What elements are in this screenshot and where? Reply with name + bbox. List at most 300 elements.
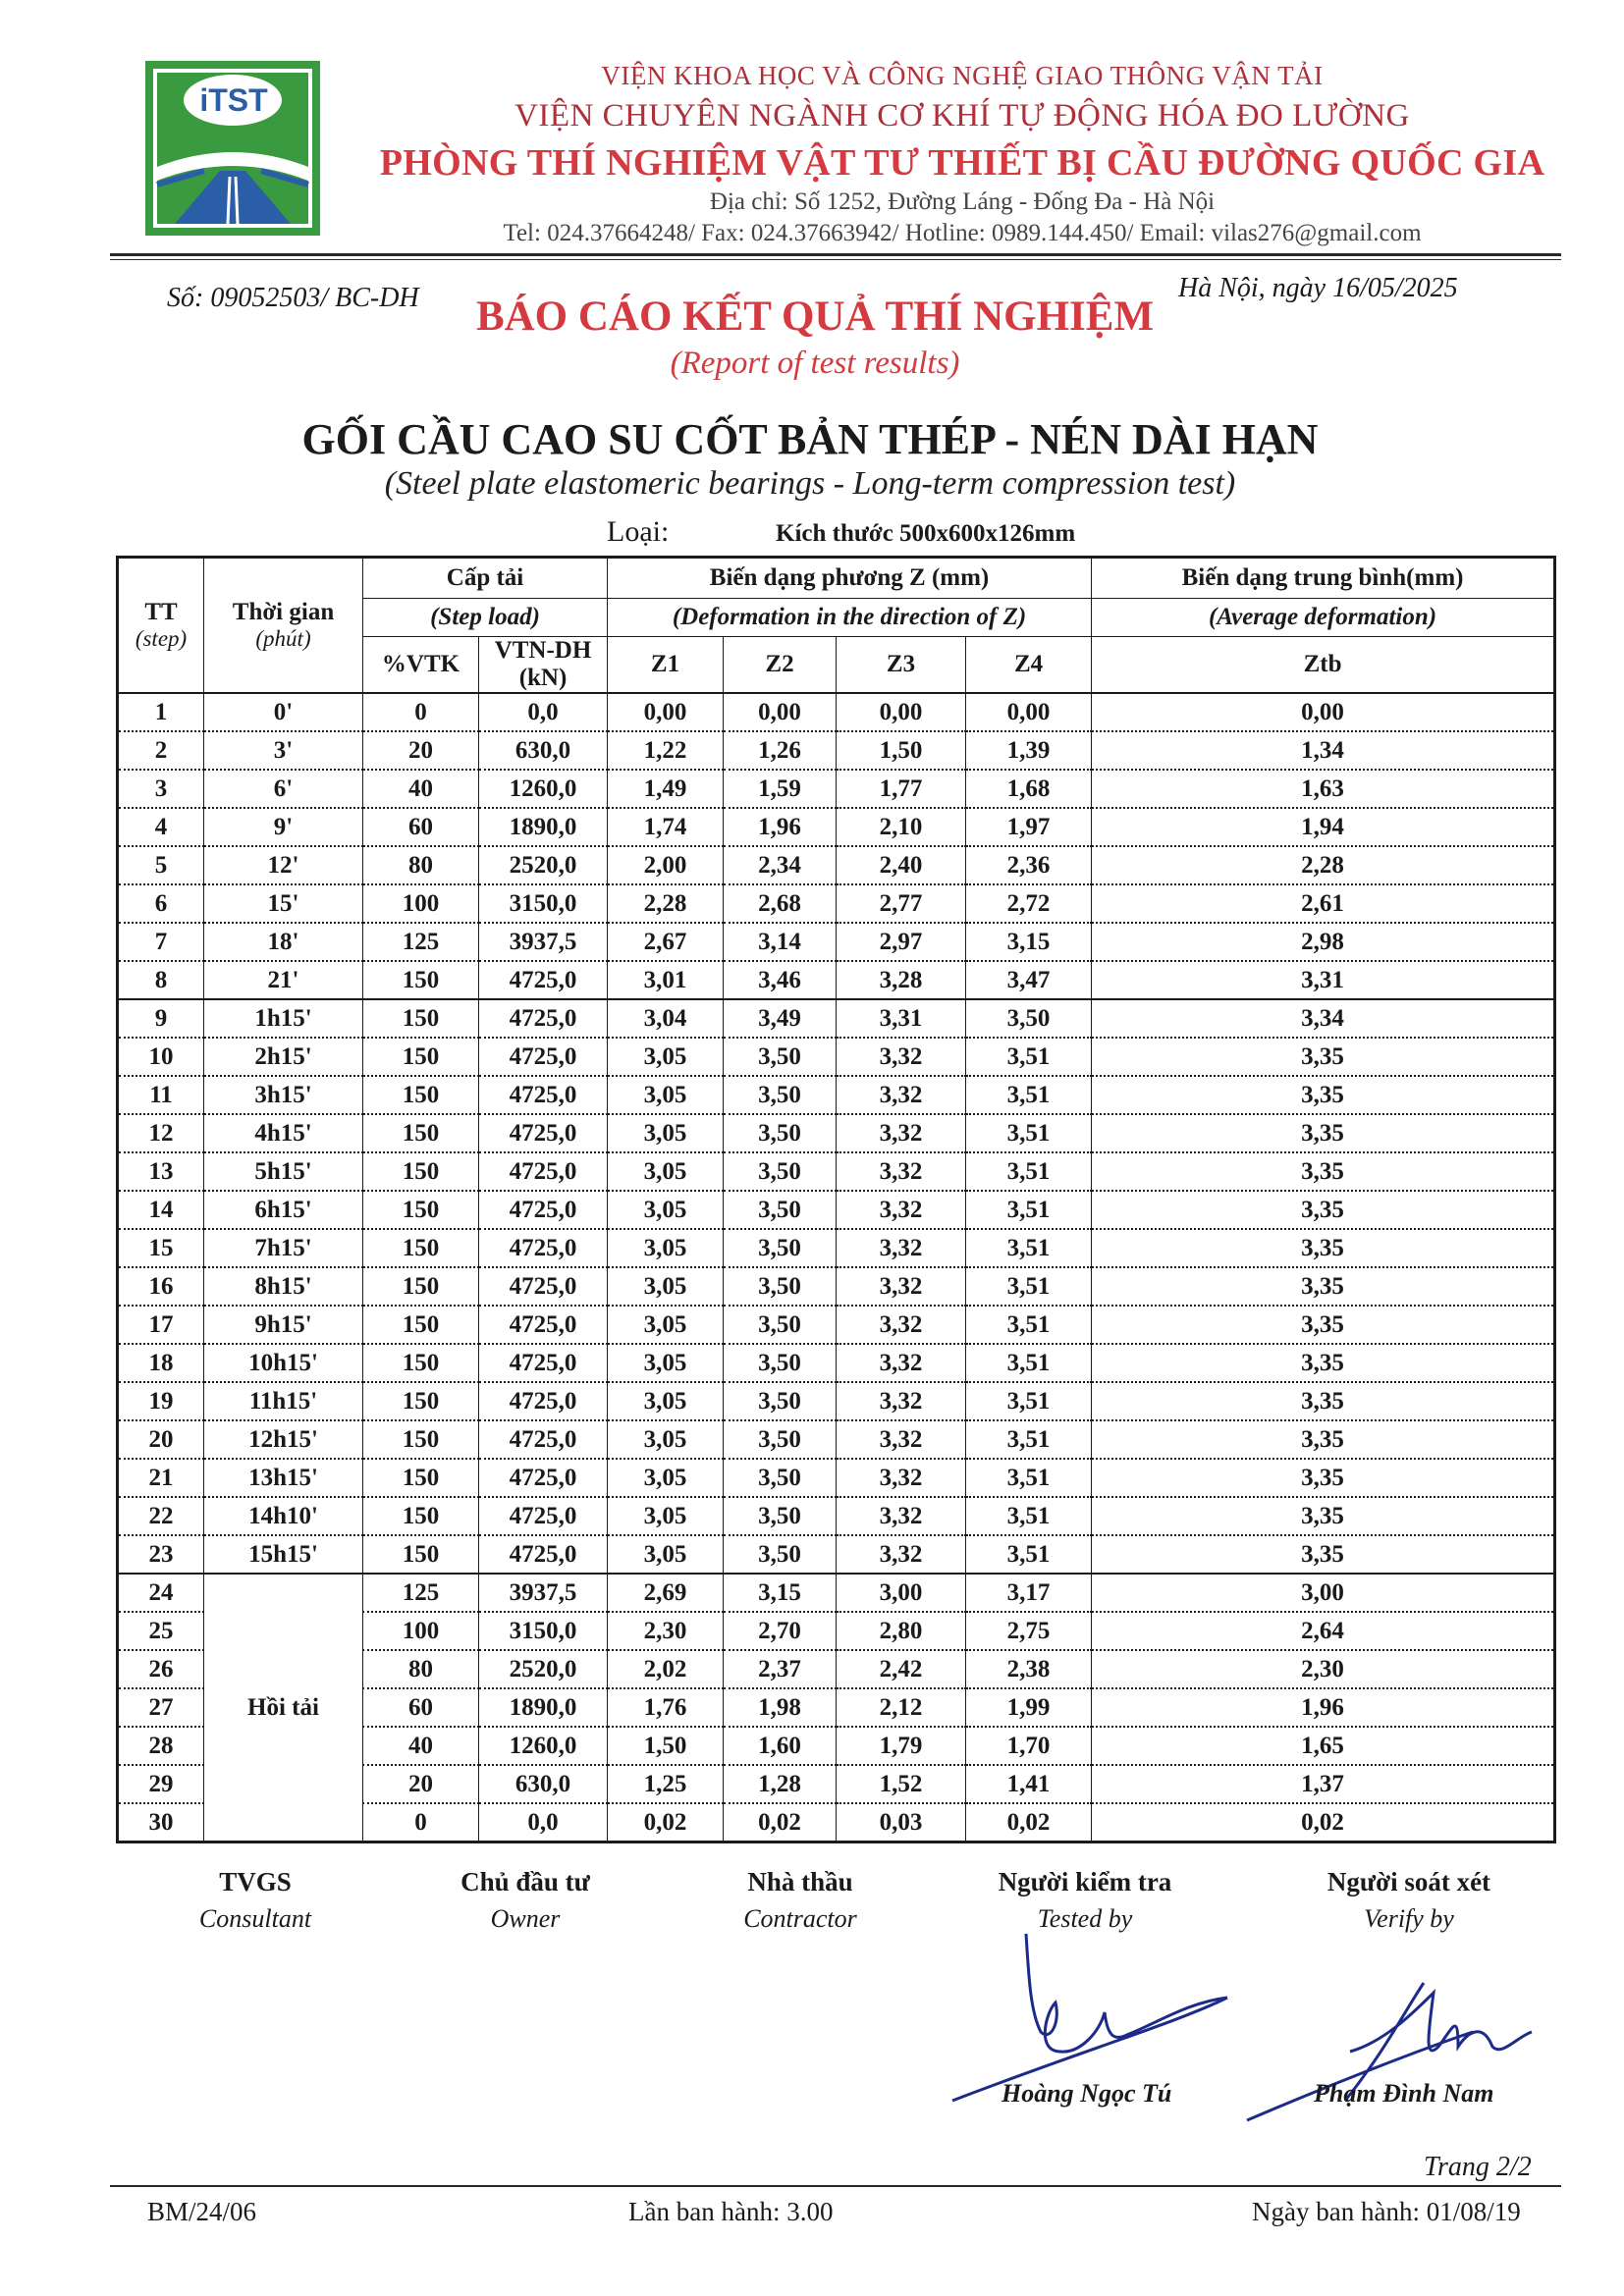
table-cell: 12h15' [204,1420,363,1459]
table-row [118,1267,1555,1306]
table-cell: 4725,0 [479,1191,608,1229]
table-cell: 3,32 [837,1114,966,1152]
table-cell: 6 [118,884,204,923]
table-cell: 9h15' [204,1306,363,1344]
table-cell: 80 [363,846,479,884]
table-cell: 3,35 [1092,1114,1555,1152]
table-cell: 2,97 [837,923,966,961]
table-cell: 2,02 [608,1650,724,1688]
table-cell: 4725,0 [479,1306,608,1344]
table-cell: 60 [363,808,479,846]
table-cell: 2,38 [966,1650,1092,1688]
type-label: Loại: [607,515,670,548]
table-row [118,1382,1555,1420]
table-row [118,961,1555,999]
table-row [118,1152,1555,1191]
table-cell: 3,05 [608,1535,724,1574]
table-cell: 3,47 [966,961,1092,999]
table-cell: 15 [118,1229,204,1267]
table-cell: 3,32 [837,1229,966,1267]
table-cell: 1890,0 [479,1688,608,1727]
table-cell: 3,05 [608,1114,724,1152]
table-cell: 1,74 [608,808,724,846]
table-cell: 3,14 [724,923,837,961]
table-cell: 0,0 [479,693,608,731]
table-cell: 40 [363,1727,479,1765]
table-cell: 2,42 [837,1650,966,1688]
header-line-3: PHÒNG THÍ NGHIỆM VẬT TƯ THIẾT BỊ CẦU ĐƯỜNG QUỐC GIA [379,142,1545,184]
table-cell: 3,49 [724,999,837,1038]
table-cell: 3,32 [837,1382,966,1420]
table-cell: 2,72 [966,884,1092,923]
table-cell: 3,05 [608,1076,724,1114]
table-cell: 3,35 [1092,1535,1555,1574]
verifier-signature [1237,1953,1551,2140]
table-cell: 3,50 [724,1114,837,1152]
table-cell: 3,51 [966,1459,1092,1497]
table-cell: 2,28 [1092,846,1555,884]
table-cell: 150 [363,1306,479,1344]
footer-form: BM/24/06 [147,2197,257,2226]
table-cell: 0,02 [1092,1803,1555,1842]
table-row [118,1038,1555,1076]
sig-owner-en: Owner [490,1904,561,1933]
table-cell: 0 [363,1803,479,1842]
table-cell: 9' [204,808,363,846]
table-cell: 2,28 [608,884,724,923]
table-cell: 3937,5 [479,923,608,961]
tester-name: Hoàng Ngọc Tú [1001,2079,1172,2108]
table-row [118,1574,1555,1612]
table-cell: 8h15' [204,1267,363,1306]
table-cell: 1,52 [837,1765,966,1803]
table-cell: 2,30 [1092,1650,1555,1688]
header-deformation: Biến dạng phương Z (mm) [608,558,1092,599]
main-title: GỐI CẦU CAO SU CỐT BẢN THÉP - NÉN DÀI HẠN [301,415,1319,463]
table-cell: 16 [118,1267,204,1306]
header-contact: Tel: 024.37664248/ Fax: 024.37663942/ Hotline: 0989.144.450/ Email: vilas276@gmail.com [503,220,1422,246]
table-cell: 20 [118,1420,204,1459]
table-cell: 3,05 [608,1344,724,1382]
sig-consultant: TVGS [219,1867,292,1896]
table-cell: 1,94 [1092,808,1555,846]
table-cell: 15h15' [204,1535,363,1574]
table-cell: 10 [118,1038,204,1076]
header-rule-thin [110,259,1561,260]
table-cell: 1260,0 [479,1727,608,1765]
header-load: Cấp tải [363,558,608,599]
table-cell: 1,65 [1092,1727,1555,1765]
sig-tester: Người kiểm tra [998,1867,1172,1896]
table-row [118,923,1555,961]
table-cell: 8 [118,961,204,999]
table-row [118,1191,1555,1229]
table-cell: 3' [204,731,363,770]
table-cell: 0,00 [608,693,724,731]
table-cell: 1,99 [966,1688,1092,1727]
table-cell: 3,50 [724,1076,837,1114]
table-cell: 3,34 [1092,999,1555,1038]
table-cell: 4725,0 [479,1038,608,1076]
table-row [118,1306,1555,1344]
table-cell: 1,50 [608,1727,724,1765]
table-cell: 2,00 [608,846,724,884]
table-cell: 1,63 [1092,770,1555,808]
table-cell: 3,50 [724,1497,837,1535]
table-cell: 2,68 [724,884,837,923]
table-cell: 150 [363,1459,479,1497]
table-cell: 3,32 [837,1420,966,1459]
table-cell: 3,50 [724,1306,837,1344]
table-cell: 3,05 [608,1497,724,1535]
table-cell: 1,70 [966,1727,1092,1765]
table-cell: 1,37 [1092,1765,1555,1803]
table-cell: 3,51 [966,1152,1092,1191]
table-cell: 18 [118,1344,204,1382]
table-row [118,1497,1555,1535]
table-cell: 1260,0 [479,770,608,808]
table-cell: 3,50 [724,1267,837,1306]
table-cell: 21 [118,1459,204,1497]
table-cell: 2,10 [837,808,966,846]
table-cell: 4725,0 [479,1267,608,1306]
table-cell: 1,97 [966,808,1092,846]
table-cell: 3,35 [1092,1267,1555,1306]
table-cell: 60 [363,1688,479,1727]
table-cell: 4725,0 [479,999,608,1038]
table-cell: 150 [363,1497,479,1535]
report-title-en: (Report of test results) [670,346,960,381]
table-cell: 3,50 [724,1191,837,1229]
table-cell: 2,40 [837,846,966,884]
table-cell: 18' [204,923,363,961]
table-cell: 3,32 [837,1267,966,1306]
table-cell: 20 [363,1765,479,1803]
footer-issue-date: Ngày ban hành: 01/08/19 [1252,2197,1521,2226]
table-cell: 3,35 [1092,1152,1555,1191]
table-cell: 3,51 [966,1306,1092,1344]
table-cell: 3,01 [608,961,724,999]
table-cell: 0,00 [1092,693,1555,731]
table-cell: 3,35 [1092,1191,1555,1229]
header-tt-label: TT [144,599,178,625]
table-cell: 1,59 [724,770,837,808]
table-row [118,1076,1555,1114]
table-cell: 2,77 [837,884,966,923]
table-cell: 3,05 [608,1459,724,1497]
header-pct: %VTK [363,637,479,694]
report-date: Hà Nội, ngày 16/05/2025 [1178,273,1458,303]
sig-contractor-en: Contractor [743,1904,857,1933]
table-cell: 3,51 [966,1229,1092,1267]
table-cell: 3h15' [204,1076,363,1114]
table-cell: 4h15' [204,1114,363,1152]
table-row [118,846,1555,884]
table-cell: 4725,0 [479,1229,608,1267]
table-cell: 3,05 [608,1420,724,1459]
table-cell: 5h15' [204,1152,363,1191]
table-cell: 2520,0 [479,1650,608,1688]
table-cell: 3,51 [966,1535,1092,1574]
table-cell: 3,35 [1092,1459,1555,1497]
table-cell: 3,32 [837,1076,966,1114]
table-cell: 3,51 [966,1344,1092,1382]
page-number: Trang 2/2 [1424,2152,1532,2182]
table-cell: 1,26 [724,731,837,770]
table-row [118,1420,1555,1459]
table-cell: 3,32 [837,1459,966,1497]
table-cell: 3,35 [1092,1497,1555,1535]
table-cell: 1,68 [966,770,1092,808]
footer-rule [110,2185,1561,2187]
table-cell: 1,22 [608,731,724,770]
header-rule [110,253,1561,256]
table-cell: 4725,0 [479,1114,608,1152]
table-cell: 3,50 [724,1420,837,1459]
table-cell: 0,00 [966,693,1092,731]
table-cell: 3,15 [966,923,1092,961]
table-cell: 80 [363,1650,479,1688]
table-cell: 22 [118,1497,204,1535]
table-cell: 3,04 [608,999,724,1038]
table-cell: 150 [363,1267,479,1306]
table-cell: 1,39 [966,731,1092,770]
table-cell: 1890,0 [479,808,608,846]
table-cell: 2,12 [837,1688,966,1727]
header-average: Biến dạng trung bình(mm) [1092,558,1555,599]
table-cell: 3,32 [837,1152,966,1191]
header-average-en: (Average deformation) [1092,599,1555,637]
table-cell: 2,64 [1092,1612,1555,1650]
table-cell: 4725,0 [479,1152,608,1191]
table-cell: 30 [118,1803,204,1842]
table-cell: 2,37 [724,1650,837,1688]
table-cell: 1,25 [608,1765,724,1803]
table-cell: 3,51 [966,1038,1092,1076]
table-cell: 1,96 [1092,1688,1555,1727]
header-ztb: Ztb [1092,637,1555,694]
table-cell: 3,50 [724,1535,837,1574]
table-cell: 150 [363,1076,479,1114]
table-cell: 3,51 [966,1497,1092,1535]
table-row [118,808,1555,846]
header-z4: Z4 [966,637,1092,694]
table-cell: 3,51 [966,1076,1092,1114]
table-cell: 5 [118,846,204,884]
table-cell: 3,35 [1092,1344,1555,1382]
table-cell: 3,32 [837,1344,966,1382]
table-cell: 1,96 [724,808,837,846]
table-cell: 3,46 [724,961,837,999]
sig-consultant-en: Consultant [198,1904,312,1933]
table-cell: 3 [118,770,204,808]
table-row [118,1114,1555,1152]
table-cell: 2,80 [837,1612,966,1650]
table-cell: 0,02 [724,1803,837,1842]
header-z3: Z3 [837,637,966,694]
table-cell: 7h15' [204,1229,363,1267]
table-cell: 20 [363,731,479,770]
table-cell: 13h15' [204,1459,363,1497]
table-cell: 630,0 [479,1765,608,1803]
table-cell: 13 [118,1152,204,1191]
header-tt-en: (step) [135,626,188,651]
table-cell: 4725,0 [479,961,608,999]
table-cell: 3,31 [1092,961,1555,999]
header-load-en: (Step load) [363,599,608,637]
header-tt [118,558,204,694]
table-cell: 150 [363,999,479,1038]
header-line-2: VIỆN CHUYÊN NGÀNH CƠ KHÍ TỰ ĐỘNG HÓA ĐO LƯỜNG [514,98,1410,133]
table-cell: 14h10' [204,1497,363,1535]
table-row [118,1535,1555,1574]
report-number: Số: 09052503/ BC-DH [167,283,419,313]
table-row [118,999,1555,1038]
table-cell: 3,17 [966,1574,1092,1612]
table-cell: 0,02 [608,1803,724,1842]
table-cell: 4725,0 [479,1535,608,1574]
table-cell: 24 [118,1574,204,1612]
table-cell: 28 [118,1727,204,1765]
table-cell: 3,05 [608,1382,724,1420]
table-cell: 2,69 [608,1574,724,1612]
table-cell: 4725,0 [479,1459,608,1497]
header-address: Địa chỉ: Số 1252, Đường Láng - Đống Đa - Hà Nội [709,188,1216,215]
header-line-1: VIỆN KHOA HỌC VÀ CÔNG NGHỆ GIAO THÔNG VẬN TẢI [601,61,1324,90]
table-cell: 3,51 [966,1114,1092,1152]
main-title-en: (Steel plate elastomeric bearings - Long-term compression test) [384,465,1236,502]
table-cell: 7 [118,923,204,961]
table-cell: 1,49 [608,770,724,808]
table-cell: 4725,0 [479,1344,608,1382]
table-cell: 4725,0 [479,1076,608,1114]
table-cell: 3,00 [1092,1574,1555,1612]
table-cell: 150 [363,1229,479,1267]
sig-verifier-en: Verify by [1364,1904,1454,1933]
table-cell: 10h15' [204,1344,363,1382]
header-time [204,558,363,694]
institute-logo [145,61,320,236]
table-cell: 2,30 [608,1612,724,1650]
table-cell: 3,51 [966,1420,1092,1459]
table-cell: 3,05 [608,1306,724,1344]
table-cell: 1,77 [837,770,966,808]
table-cell: 3,50 [724,1229,837,1267]
table-cell: 2,70 [724,1612,837,1650]
table-cell: 0,03 [837,1803,966,1842]
table-cell: 2,61 [1092,884,1555,923]
table-cell: 23 [118,1535,204,1574]
table-cell: 29 [118,1765,204,1803]
table-cell: 4725,0 [479,1497,608,1535]
table-cell: 3,05 [608,1038,724,1076]
header-time-unit: (phút) [255,626,311,651]
table-cell: 150 [363,1420,479,1459]
logo-text: iTST [199,82,268,118]
table-cell: 3,35 [1092,1076,1555,1114]
table-cell: 150 [363,1114,479,1152]
table-cell: 3,05 [608,1229,724,1267]
table-row [118,693,1555,731]
table-cell: 2h15' [204,1038,363,1076]
table-cell: 150 [363,961,479,999]
table-cell: 4725,0 [479,1382,608,1420]
table-row [118,1229,1555,1267]
header-z1: Z1 [608,637,724,694]
table-cell: 3,05 [608,1267,724,1306]
table-cell: 3150,0 [479,884,608,923]
header-time-label: Thời gian [232,599,335,625]
table-cell: 19 [118,1382,204,1420]
table-cell: 3,32 [837,1497,966,1535]
table-cell: 9 [118,999,204,1038]
report-title: BÁO CÁO KẾT QUẢ THÍ NGHIỆM [475,294,1155,340]
table-cell: 1,50 [837,731,966,770]
sig-owner: Chủ đầu tư [460,1867,590,1896]
table-cell: 1,98 [724,1688,837,1727]
table-cell: 3,35 [1092,1382,1555,1420]
table-cell: 14 [118,1191,204,1229]
table-cell: 150 [363,1382,479,1420]
table-cell: 3,50 [724,1038,837,1076]
verifier-name: Phạm Đình Nam [1314,2079,1494,2108]
table-cell: 0' [204,693,363,731]
header-z2: Z2 [724,637,837,694]
table-cell: 0,00 [724,693,837,731]
table-cell: 4 [118,808,204,846]
table-cell: 3,15 [724,1574,837,1612]
table-cell: 6h15' [204,1191,363,1229]
table-cell: 2,98 [1092,923,1555,961]
table-cell: 3,35 [1092,1229,1555,1267]
table-cell: 3,50 [724,1152,837,1191]
table-cell: 3,50 [724,1382,837,1420]
table-cell: 3,51 [966,1267,1092,1306]
table-cell: 150 [363,1191,479,1229]
table-cell: 150 [363,1535,479,1574]
table-cell: 2520,0 [479,846,608,884]
table-cell: 2,67 [608,923,724,961]
table-cell: 1,34 [1092,731,1555,770]
table-cell: 3,35 [1092,1038,1555,1076]
table-cell: 1,41 [966,1765,1092,1803]
table-cell: 12 [118,1114,204,1152]
table-cell: 3,50 [724,1344,837,1382]
sig-verifier: Người soát xét [1326,1867,1491,1896]
table-cell: 2,36 [966,846,1092,884]
table-cell: 0 [363,693,479,731]
table-row [118,1459,1555,1497]
table-cell: 3937,5 [479,1574,608,1612]
table-cell: 12' [204,846,363,884]
type-value: Kích thước 500x600x126mm [776,520,1076,547]
table-cell: 3,05 [608,1191,724,1229]
table-cell: 0,00 [837,693,966,731]
table-cell: 0,02 [966,1803,1092,1842]
table-cell: 40 [363,770,479,808]
results-table [116,556,1556,1843]
table-cell: 3,35 [1092,1420,1555,1459]
table-cell: 11h15' [204,1382,363,1420]
table-cell: 0,0 [479,1803,608,1842]
table-cell: 1,28 [724,1765,837,1803]
table-cell: 100 [363,884,479,923]
table-row [118,1344,1555,1382]
table-cell: 27 [118,1688,204,1727]
table-cell: 4725,0 [479,1420,608,1459]
header-vtn: VTN-DH (kN) [479,637,608,694]
table-cell: 25 [118,1612,204,1650]
